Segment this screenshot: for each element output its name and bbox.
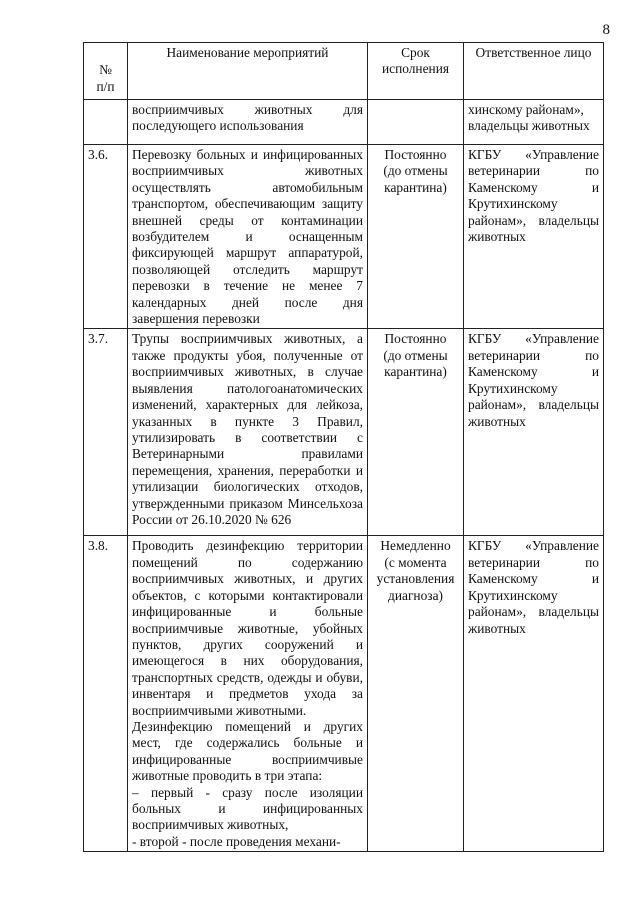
table-row-3-7 — [84, 329, 604, 536]
header-responsible: Ответственное лицо — [464, 43, 604, 100]
row-name-cell — [128, 536, 368, 852]
table-row-3-8 — [84, 536, 604, 852]
row-name: Перевозку больных и инфицированных восприимчивых животных осуществлять автомобильным транспортом, обеспечивающим защиту внешней среды от контаминации возбудителем и оснащенным фиксирующей маршрут аппаратурой, позволяющей отследить маршрут перевозки в течение не менее 7 календарных дней после дня завершения перевозки — [128, 145, 368, 329]
table-row-continuation — [84, 100, 604, 145]
row-num: 3.8. — [84, 536, 128, 852]
row-name-paragraph-2: Дезинфекцию помещений и других мест, где содержались больные и инфицированные восприимчивые животные проводить в три этапа: — [132, 718, 363, 784]
row-responsible: хинскому районам», владельцы животных — [464, 100, 604, 145]
header-num: № п/п — [84, 43, 128, 100]
page-number: 8 — [602, 22, 610, 38]
row-name: Трупы восприимчивых животных, а также продукты убоя, полученные от восприимчивых животных, в случае выявления патологоанатомических изменений, характерных для лейкоза, указанных в пункте 3 Правил, утилизировать в соответствии с Ветеринарными правилами перемещения, хранения, переработки и утилизации биологических отходов, утвержденными приказом Минсельхоза России от 26.10.2020 № 626 — [128, 329, 368, 536]
row-term — [368, 100, 464, 145]
row-responsible: КГБУ «Управление ветеринарии по Каменскому и Крутихинскому районам», владельцы животных — [464, 145, 604, 329]
row-term: Постоянно (до отмены карантина) — [368, 329, 464, 536]
header-name: Наименование мероприятий — [128, 43, 368, 100]
row-name: восприимчивых животных для последующего использования — [128, 100, 368, 145]
header-term: Срок исполнения — [368, 43, 464, 100]
measures-table — [83, 42, 604, 852]
row-num: 3.6. — [84, 145, 128, 329]
row-term: Немедленно (с момента установления диагноза) — [368, 536, 464, 852]
row-name-paragraph-3: – первый - сразу после изоляции больных и инфицированных восприимчивых животных, — [132, 784, 363, 833]
row-responsible: КГБУ «Управление ветеринарии по Каменскому и Крутихинскому районам», владельцы животных — [464, 536, 604, 852]
row-num: 3.7. — [84, 329, 128, 536]
row-term: Постоянно (до отмены карантина) — [368, 145, 464, 329]
row-name-paragraph-4: - второй - после проведения механи- — [132, 833, 341, 849]
row-num — [84, 100, 128, 145]
table-row-3-6 — [84, 145, 604, 329]
row-name: Проводить дезинфекцию территории помещений по содержанию восприимчивых животных, и других объектов, с которыми контактировали инфицированные и больные восприимчивые животные, убойных пунктов, других сооружений и имеющегося в них оборудования, транспортных средств, одежды и обуви, инвентаря и предметов ухода за восприимчивыми животными. — [132, 538, 363, 718]
row-responsible: КГБУ «Управление ветеринарии по Каменскому и Крутихинскому районам», владельцы животных — [464, 329, 604, 536]
table-header-row — [84, 43, 604, 100]
